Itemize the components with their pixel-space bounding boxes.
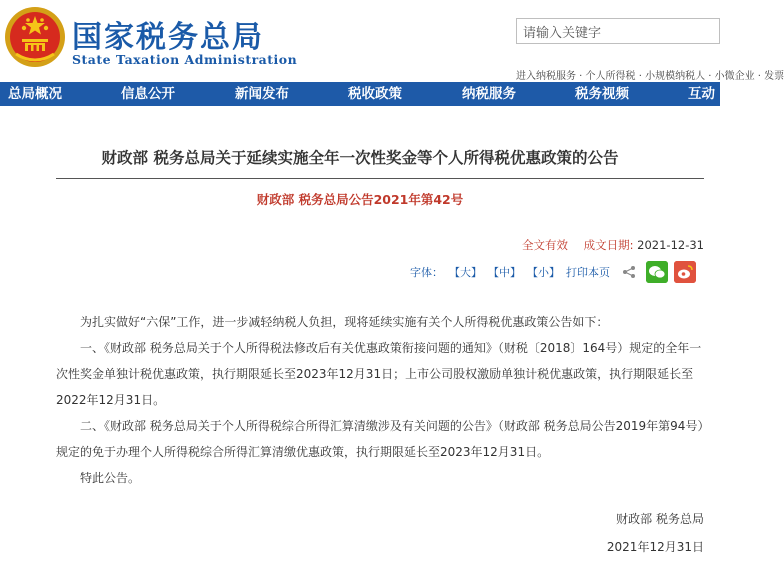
article-meta [522,237,704,253]
font-small-button[interactable]: 【小】 [527,266,560,279]
paragraph-closing: 特此公告。 [80,471,141,485]
article-tools [410,260,696,284]
font-large-button[interactable]: 【大】 [449,266,482,279]
signature-organization: 财政部 税务总局 [616,512,704,526]
site-name-en: State Taxation Administration [72,52,298,67]
nav-item-tax-service[interactable]: 纳税服务 [462,86,516,102]
site-name-cn[interactable]: 国家税务总局 [72,20,264,55]
paragraph-item-1: 一、《财政部 税务总局关于个人所得税法修改后有关优惠政策衔接问题的通知》（财税〔2018〕164号）规定的全年一次性奖金单独计税优惠政策，执行期限延长至2023年12月31日；上市公司股权激励单独计税优惠政策，执行期限延长至2022年12月31日。 [56,341,702,407]
font-size-label: 字体： [410,266,443,279]
article-body [56,309,708,491]
quick-links[interactable]: 进入纳税服务 · 个人所得税 · 小规模纳税人 · 小微企业 · 发票 [516,71,784,82]
document-number: 财政部 税务总局公告2021年第42号 [256,192,464,207]
nav-item-tax-video[interactable]: 税务视频 [575,86,629,102]
validity-badge: 全文有效 [521,238,568,252]
main-nav [0,82,720,106]
wechat-icon[interactable] [646,261,668,283]
search-input[interactable] [516,18,720,44]
publish-date: 2021-12-31 [637,238,704,252]
nav-item-info-disclosure[interactable]: 信息公开 [121,86,175,102]
signature-date: 2021年12月31日 [606,540,704,554]
nav-item-overview[interactable]: 总局概况 [8,86,62,102]
print-button[interactable]: 打印本页 [566,266,610,279]
national-emblem-icon [4,6,66,68]
site-header [0,0,784,84]
title-divider [56,178,704,179]
paragraph-intro: 为扎实做好“六保”工作，进一步减轻纳税人负担，现将延续实施有关个人所得税优惠政策公告如下： [80,315,609,329]
share-icon[interactable] [622,265,636,279]
nav-item-news[interactable]: 新闻发布 [235,86,289,102]
font-medium-button[interactable]: 【中】 [488,266,521,279]
article-title: 财政部 税务总局关于延续实施全年一次性奖金等个人所得税优惠政策的公告 [101,149,619,167]
date-label: 成文日期: [583,238,634,252]
paragraph-item-2: 二、《财政部 税务总局关于个人所得税综合所得汇算清缴涉及有关问题的公告》（财政部 税务总局公告2019年第94号）规定的免于办理个人所得税综合所得汇算清缴优惠政策，执行期限延长至2023年12月31日。 [56,419,704,459]
weibo-icon[interactable] [674,261,696,283]
nav-item-interaction[interactable]: 互动 [688,86,715,102]
nav-item-tax-policy[interactable]: 税收政策 [348,86,402,102]
